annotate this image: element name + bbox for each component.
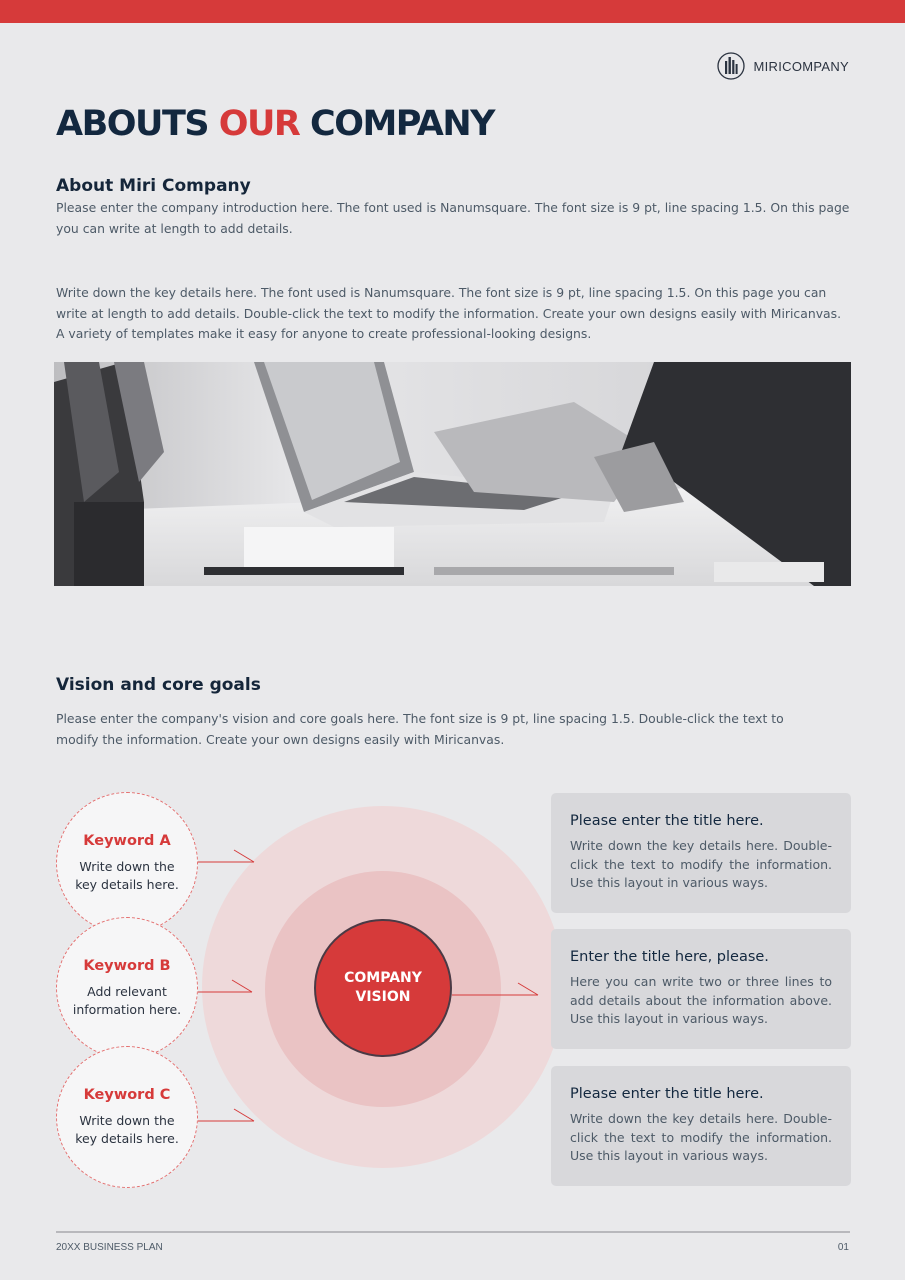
keyword-a-circle bbox=[56, 792, 198, 934]
goal-card-1 bbox=[551, 793, 851, 913]
top-accent-bar bbox=[0, 0, 905, 23]
brand-name: MIRICOMPANY bbox=[753, 58, 849, 74]
about-heading: About Miri Company bbox=[56, 176, 251, 196]
vision-paragraph: Please enter the company's vision and core goals here. The font size is 9 pt, line spacing 1.5. Double-click the text to modify the information. Create your own designs easily with Miricanvas. bbox=[56, 711, 784, 747]
keyword-c-title: Keyword C bbox=[83, 1086, 171, 1103]
footer-page-number: 01 bbox=[837, 1242, 849, 1253]
goal-card-3-title: Please enter the title here. bbox=[570, 1086, 764, 1102]
brand bbox=[717, 52, 849, 80]
vision-heading: Vision and core goals bbox=[56, 675, 261, 695]
title-part-3: COMPANY bbox=[299, 104, 494, 144]
about-paragraph-1 bbox=[56, 201, 850, 241]
keyword-a-line-2: key details here. bbox=[75, 876, 179, 892]
footer-divider bbox=[56, 1231, 850, 1233]
footer-doc-name: 20XX BUSINESS PLAN bbox=[56, 1242, 163, 1253]
keyword-c-circle bbox=[56, 1046, 198, 1188]
page-title bbox=[56, 104, 494, 144]
keyword-a-title: Keyword A bbox=[83, 832, 171, 849]
about-paragraph-1-text: Please enter the company introduction here. The font used is Nanumsquare. The font size is 9 pt, line spacing 1.5. On this page you can write at length to add details. bbox=[56, 201, 850, 236]
keyword-b-line-1: Add relevant bbox=[87, 983, 167, 999]
keyword-c-line-2: key details here. bbox=[75, 1130, 179, 1146]
goal-card-1-text: Write down the key details here. Double-click the text to modify the information. Use this layout in various ways. bbox=[570, 838, 832, 890]
goal-card-3-text: Write down the key details here. Double-click the text to modify the information. Use this layout in various ways. bbox=[570, 1111, 832, 1163]
keyword-b-circle bbox=[56, 917, 198, 1059]
laptop-photo-illustration bbox=[54, 362, 851, 586]
goal-card-2-text: Here you can write two or three lines to add details about the information above. Use this layout in various ways. bbox=[570, 974, 832, 1026]
keyword-a-line-1: Write down the bbox=[79, 858, 175, 874]
goal-card-2-title: Enter the title here, please. bbox=[570, 949, 769, 965]
office-laptop-photo bbox=[54, 362, 851, 586]
company-vision-core bbox=[314, 919, 452, 1057]
building-logo-icon bbox=[717, 52, 745, 80]
goal-card-1-title: Please enter the title here. bbox=[570, 813, 764, 829]
goal-card-2 bbox=[551, 929, 851, 1049]
title-part-1: ABOUTS bbox=[56, 104, 219, 144]
keyword-c-line-1: Write down the bbox=[79, 1112, 175, 1128]
about-paragraph-2: Write down the key details here. The font used is Nanumsquare. The font size is 9 pt, line spacing 1.5. On this page you can write at length to add details. Double-click the text to modify the information. Create your own designs easily with Miricanvas. A variety of templates make it easy for anyone to create professional-looking designs. bbox=[56, 285, 842, 341]
keyword-b-line-2: information here. bbox=[72, 1001, 182, 1017]
core-line-1: COMPANY bbox=[344, 970, 422, 986]
core-line-2: VISION bbox=[355, 989, 411, 1005]
keyword-b-title: Keyword B bbox=[83, 957, 171, 974]
goal-card-3 bbox=[551, 1066, 851, 1186]
title-accent: OUR bbox=[218, 104, 300, 144]
